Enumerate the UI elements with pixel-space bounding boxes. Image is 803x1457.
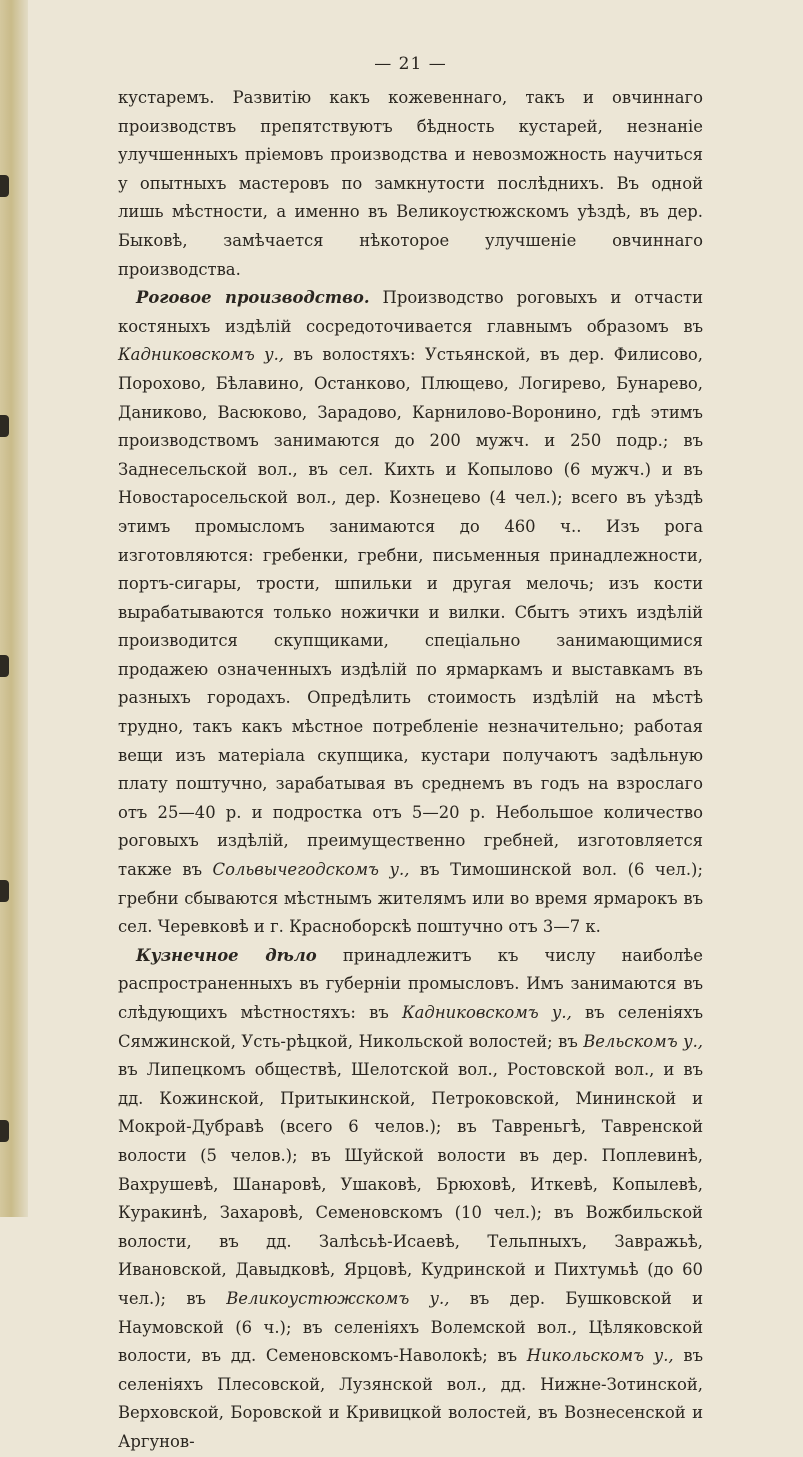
page-number: — 21 —	[374, 54, 447, 74]
place-name: Великоустюжскомъ у.,	[226, 1288, 450, 1308]
paragraph-text: въ селеніяхъ Сямжинской, Усть-рѣцкой, Никольской волостей; въ	[118, 1003, 704, 1051]
paragraph-text: въ селеніяхъ Плесовской, Лузянской вол., дд. Нижне-Зотинской, Верховской, Боровской и Кривицкой волостей, въ Вознесенской и Аргунов-	[118, 1346, 703, 1451]
paragraph-tanning	[118, 84, 703, 284]
paragraph-text: принадлежитъ къ числу наиболѣе распространенныхъ въ губерніи промысловъ. Имъ занимаются въ слѣдующихъ мѣстностяхъ: въ	[118, 945, 703, 1022]
paragraph-smithing	[118, 942, 703, 1457]
paragraph-text: Производство роговыхъ и отчасти костяныхъ издѣлій сосредоточивается главнымъ образомъ въ	[118, 288, 703, 336]
gutter-mark	[0, 655, 9, 677]
paragraph-text: въ Тимошинской вол. (6 чел.); гребни сбываются мѣстнымъ жителямъ или во время ярмарокъ въ сел. Черевковѣ и г. Красноборскѣ поштучно отъ 3—7 к.	[118, 860, 703, 937]
page-gutter	[0, 0, 28, 1217]
gutter-mark	[0, 880, 9, 902]
section-heading: Кузнечное дѣло	[136, 945, 317, 965]
page	[118, 44, 703, 1457]
gutter-mark	[0, 415, 9, 437]
place-name: Вельскомъ у.,	[583, 1031, 704, 1051]
gutter-mark	[0, 175, 9, 197]
place-name: Кадниковскомъ у.,	[401, 1003, 572, 1022]
place-name: Никольскомъ у.,	[526, 1346, 674, 1366]
paragraph-text: въ Липецкомъ обществѣ, Шелотской вол., Ростовской вол., и въ дд. Кожинской, Притыкинской, Петроковской, Мининской и Мокрой-Дубравѣ (всего 6 челов.); въ Тавреньгѣ, Тавренской волости (5 челов.); въ Шуйской волости въ дер. Поплевинѣ, Вахрушевѣ, Шанаровѣ, Ушаковѣ, Брюховѣ, Иткевѣ, Копылевѣ, Куракинѣ, Захаровѣ, Семеновскомъ (10 чел.); въ Вожбильской волости, въ дд. Залѣсьѣ-Исаевѣ, Тельпныхъ, Завражьѣ, Ивановской, Давыдковѣ, Ярцовѣ, Кудринской и Пихтумьѣ (до 60 чел.); въ	[118, 1060, 703, 1308]
paragraph-horn-production	[118, 284, 703, 942]
place-name: Сольвычегодскомъ у.,	[212, 860, 410, 880]
paragraph-text: въ дер. Бушковской и Наумовской (6 ч.); въ селеніяхъ Волемской вол., Цѣляковской волости, въ дд. Семеновскомъ-Наволокѣ; въ	[118, 1288, 703, 1366]
section-heading: Роговое производство.	[136, 288, 370, 308]
paragraph-text: въ волостяхъ: Устьянской, въ дер. Филисово, Порохово, Бѣлавино, Останково, Плющево, Логирево, Бунарево, Даниково, Васюково, Зарадово, Карнилово-Воронино, гдѣ этимъ производствомъ занимаются до 200 мужч. и 250 подр.; въ Заднесельской вол., въ сел. Кихть и Копылово (6 мужч.) и въ Новостаросельской вол., дер. Кознецево (4 чел.); всего въ уѣздѣ этимъ промысломъ занимаются до 460 ч.. Изъ рога изготовляются: гребенки, гребни, письменныя принадлежности, портъ-сигары, трости, шпильки и другая мелочь; изъ кости вырабатываются только ножички и вилки. Сбытъ этихъ издѣлій производится скупщиками, спеціально занимающимися продажею означенныхъ издѣлій по ярмаркамъ и выставкамъ въ разныхъ городахъ. Опредѣлить стоимость издѣлій на мѣстѣ трудно, такъ какъ мѣстное потребленіе незначительно; работая вещи изъ матеріала скупщика, кустари получаютъ задѣльную плату поштучно, зарабатывая въ среднемъ въ годъ на взрослаго отъ 25—40 р. и подростка отъ 5—20 р. Небольшое количество роговыхъ издѣлій, преимущественно гребней, изготовляется также въ	[118, 345, 703, 880]
paragraph-text: кустаремъ. Развитію какъ кожевеннаго, такъ и овчиннаго производствъ препятствуютъ бѣдность кустарей, незнаніе улучшенныхъ пріемовъ производства и невозможность научиться у опытныхъ мастеровъ по замкнутости послѣднихъ. Въ одной лишь мѣстности, а именно въ Великоустюжскомъ уѣздѣ, въ дер. Быковѣ, замѣчается нѣкоторое улучшеніе овчиннаго производства.	[118, 88, 703, 279]
gutter-mark	[0, 1120, 9, 1142]
place-name: Кадниковскомъ у.,	[118, 345, 285, 365]
